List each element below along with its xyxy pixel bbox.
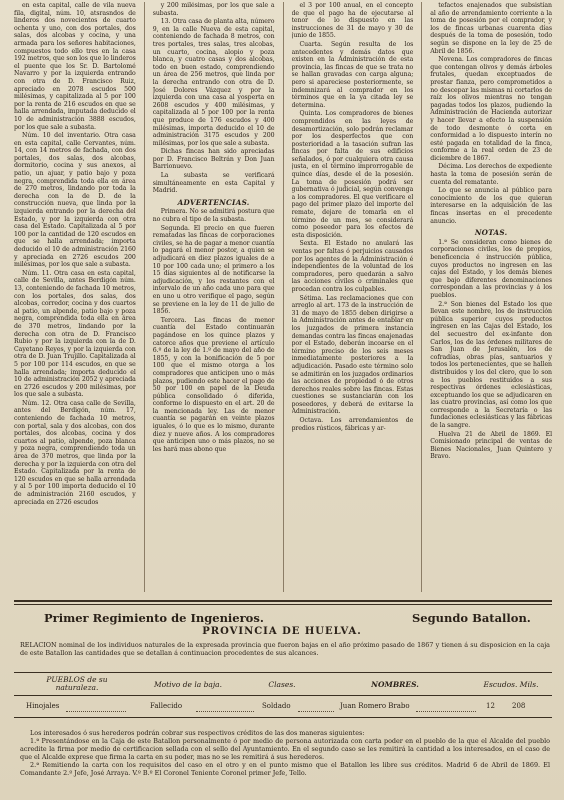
paragraph: Sexta. El Estado no anulará las ventas por faltas ó perjuicios causados por los agentes de la Administración é independientes de la voluntad de los compradores, pero quedarán a salvo las acciones civiles o criminales que procedan contra los culpables. <box>291 240 414 293</box>
paragraph: Octava. Los arrendamientos de predios rústicos, fábricas y ar- <box>291 417 414 432</box>
paragraph: Huelva 21 de Abril de 1869. El Comisionado principal de ventas de Bienes Nacionales, Juan Quintero y Bravo. <box>430 430 552 461</box>
dot-leader <box>416 706 476 714</box>
paragraph: Núm. 11. Otra casa en esta capital, calle de Sevilla, antes Berdigón núm. 13, conteniendo de fachada 10 metros, con los portales, dos salas, dos alcobas, corredor, cocina y dos cuartos al patio, un alpende, patio bajo y poza negra, comprendida toda ella en área de 370 metros, lindando por la derecha con otra de D. Francisco Rubio y por la izquierda con la de D. Cayetano Reyes, y por la izquierda con otra de D. Juan Trujillo. Capitalizada al 5 por 100 por 114 escudos, en que se halla arrendada; importa deducido el 10 de administración 2052 y apreciada en 2726 escudos y 200 milésimas, por los que sale a subasta. <box>14 269 136 399</box>
column-3 <box>292 2 414 592</box>
paragraph: Sétima. Las reclamaciones que con arreglo al art. 173 de la instrucción de 31 de mayo de 1855 deben dirigirse a la Administración antes de entablar en los juzgados de primera instancia demandas contra las fincas enajenadas por el Estado, deberán incoarse en el término preciso de los seis meses inmediatamente posteriores a la adjudicación. Pasado este término solo se admitirán en los juzgados ordinarios las acciones de propiedad ó de otros derechos reales sobre las fincas. Estas cuestiones se sustanciarán con los poseedores, y deberá de evitarse la Administración. <box>291 294 414 416</box>
dot-leader <box>196 706 254 714</box>
column-divider <box>421 2 422 592</box>
paragraph: La subasta se verificará simultáneamente en esta Capital y Madrid. <box>152 172 275 195</box>
table-header-nombres: NOMBRES. <box>371 680 419 689</box>
paragraph: Lo que se anuncia al público para conocimiento de los que quieran interesarse en la adquisición de las fincas insertas en el precedente anuncio. <box>430 187 552 225</box>
relacion-text: RELACION nominal de los individuos naturales de la expresada provincia que fueron bajas en el año próximo pasado de 1867 y tienen á su disposicion en la caja de este Batallon las cantidades que se detallan á continuacion procedentes de sus alcances. <box>20 641 550 657</box>
paragraph: Novena. Los compradores de fincas que contengan olivos y demás árboles frutales, quedan exceptuados de prestar fianza, pero comprometidos a no descepar las mismas ni cortarlos de raíz los olivos mientras no tengan pagadas todos los plazos, pudiendo la Administración de Hacienda autorizar y hacer llevar a efecto la suspensión de todo desmonte ó corta en conformidad a lo dispuesto interín no esté pagada en totalidad de la finca, conforme a la real orden de 23 de diciembre de 1867. <box>430 56 552 162</box>
paragraph: Primera. No se admitirá postura que no cubra el tipo de la subasta. <box>152 208 275 224</box>
section-divider <box>14 600 552 602</box>
paragraph: Núm. 10 del inventario. Otra casa en esta capital, calle Cervantes, núm. 14, con 14 metros de fachada, con dos portales, dos salas, dos alcobas, dormitorio, cocina y sus anexos, al patio, un ajuar, y patio bajo y poza negra, comprendida toda ella en área de 270 metros, lindando por toda la derecha con la de D. de la construcción nueva, que linda por la izquierda entrando por la derecha del Estado, y por la izquierda con otra casa del Estado. Capitalizada al 5 por 100 por la cantidad de 120 escudos en que se halla arrendada; importa deducido el 10 de administración 2160 y apreciada en 2726 escudos 200 milésimas, por los que sale a subasta. <box>14 132 136 269</box>
paragraph: tefactos enajenados que subsistían al año de arrendamiento corriente a la toma de posesión por el comprador, y los de fincas urbanas cuarenta días después de la toma de posesión, todo según se dispone en la ley de 25 de Abril de 1856. <box>430 2 552 55</box>
table-cell-mils: 208 <box>512 702 526 710</box>
text-columns <box>14 2 552 592</box>
footer-paragraph: Los interesados ó sus herederos podrán cobrar sus respectivos créditos de las dos maneras siguientes: <box>30 729 365 737</box>
table-cell-escudos: 12 <box>486 702 495 710</box>
paragraph: y 200 milésimas, por los que sale a subasta. <box>152 2 275 17</box>
table-cell-nombre: Juan Romero Brabo <box>340 702 410 710</box>
footer-paragraph: 1.ª Presentándose en la Caja de este Batallon personalmente ó por medio de persona autorizada con carta poder en el pueblo de la que el Alcalde del pueblo acredite la firma por medio de certificacion sellada con el sello del Ayuntamiento. En el segundo caso se les remitirá la cantidad a los interesados, en el caso de que el Alcalde exprese que firma la carta en su poder, mas no se les remitirá á sus herederos. <box>20 737 550 761</box>
paragraph: Segunda. El precio en que fueren rematadas las fincas de corporaciones civiles, se ha de pagar a menor cuantía lo pagará el menor postor, a quien se adjudicará en diez plazos iguales de a 10 por 100 cada uno; el primero a los 15 días siguientes al de notificarse la adjudicación, y los restantes con el intervalo de un año cada uno para que en uno u otro verifique el pago, según se previene en la ley de 11 de julio de 1856. <box>152 224 275 316</box>
column-divider <box>144 2 145 592</box>
column-divider <box>283 2 284 592</box>
table-cell-pueblo: Hinojales <box>26 702 60 710</box>
paragraph: 1.ª Se consideran como bienes de corporaciones civiles, los de propios, beneficencia é instrucción pública, cuyos productos no ingresen en las cajas del Estado, y los demás bienes que bajo diferentes denominaciones correspondan a las provincias y á los pueblos. <box>430 238 552 299</box>
table-header-escudos: Escudos. Mils. <box>483 680 539 689</box>
section-title-right: Segundo Batallon. <box>412 611 531 625</box>
table-cell-motivo: Fallecido <box>150 702 183 710</box>
paragraph: Tercera. Las fincas de menor cuantía del Estado continuarán pagándose en los quince plazos y catorce años que previene el artículo 6.º de la ley de 1.º de mayo del año de 1855, y con la bonificación de 5 por 100 que el mismo otorga a los compradores que anticipen uno o más plazos, pudiendo este hacer el pago de 50 por 100 en papel de la Deuda pública consolidado ó diferida, conforme lo dispuesto en el art. 20 de la mencionada ley. Las de menor cuantía se pagarán en veinte plazos iguales, ó lo que es lo mismo, durante diez y nueve años. A los compradores que anticipen uno o más plazos, no se les hará mas abono que <box>152 316 275 453</box>
dot-leader <box>298 706 334 714</box>
column-4 <box>430 2 552 592</box>
paragraph: Décima. Los derechos de expediente hasta la toma de posesión serán de cuenta del rematante. <box>430 163 552 186</box>
paragraph: Cuarta. Según resulta de los antecedentes y demás datos que existen en la Administración de esta provincia, las fincas de que se trata no se hallan gravadas con carga alguna; pero si apareciese posteriormente, se indemnizará al comprador en los términos que en la ya citada ley se determina. <box>291 40 414 109</box>
table-header-motivo: Motivo de la baja. <box>153 680 223 689</box>
section-title-left: Primer Regimiento de Ingenieros. <box>44 611 264 625</box>
paragraph: en esta capital, calle de vila nueva fila, digital, núm. 10, atsrasndos de linderos dos novecientos de cuarto ochenta y uno, con dos portales, dos salas, dos alcobas y cocina, y una armada para los señores habitaciones, compuestos todo ello tres en la casa 192 metros, que son los que lo linderos el puente que los Sr. D. Bartolomé Navarro y por la izquierda entrando con otra de D. Francisco Ruiz, apreciado en 2078 escudos 500 milésimas, y capitalizada al 5 por 100 por la renta de 216 escudos en que se halla arrendada, imputada deducido el 10 de administración 3888 escudos, por los que sale a subasta. <box>14 2 136 131</box>
advertencias-heading: ADVERTENCIAS. <box>177 197 250 207</box>
paragraph: Dichas fincas han sido apreciadas por D. Francisco Beltrán y Don Juan Barrionuevo. <box>152 148 275 171</box>
table-top-rule <box>14 672 552 673</box>
footer-paragraph: 2.ª Remitiendo la carta con los requisitos del caso en el otro y en el punto mismo que el Batallon les libre sus créditos. Madrid 6 de Abril de 1869. El Comandante 2.º Jefe, José Arraya. V.º B.º El Coronel Teniente Coronel primer Jefe, Tello. <box>20 761 550 777</box>
table-bottom-rule <box>14 717 552 718</box>
dot-leader <box>66 706 126 714</box>
section-divider <box>14 604 552 605</box>
paragraph: el 3 por 100 anual, en el concepto de que el pago ha de ejecutarse al tenor de lo dispuesto en las instrucciones de 31 de mayo y 30 de junio de 1855. <box>291 2 414 40</box>
footer-text <box>20 729 550 777</box>
column-2 <box>153 2 275 592</box>
table-header-pueblos: PUEBLOS de su naturaleza. <box>46 675 108 692</box>
notas-heading: NOTAS. <box>474 228 508 238</box>
table-header-rule <box>14 695 552 696</box>
table-header-clases: Clases. <box>268 680 296 689</box>
paragraph: Quinta. Los compradores de bienes comprendidos en las leyes de desamortización, solo podrán reclamar por los desperfectos que con posterioridad a la tasación sufran las fincas por falta de sus edificios señalados, ó por cualquiera otra causa justa, en el término improrrogable de quince días, desde el de la posesión. La toma de posesión podrá ser gubernativa ó judicial, según convenga a los compradores. El que verificare el pago del primer plazo del importe del remate, dejare de tomarla en el término de un mes, se considerará como poseedor para los efectos de esta disposición. <box>291 110 414 239</box>
column-1 <box>14 2 136 592</box>
paragraph: 13. Otra casa de planta alta, número 9, en la calle Nueva de esta capital, conteniendo de fachada 8 metros, con tres portales, tres salas, tres alcobas, un cuarto, cocina, alopio y poza blanca, y cuatro casas y dos alcobas, todo en buen estado, comprendiendo un área de 256 metros, que linda por la derecha entrando con otra de D. José Dolores Vázquez y por la izquierda con una casa al yosperta en 2608 escudos y 400 milésimas, y capitalizada al 5 por 100 por la renta que produce de 176 escudos y 400 milésimas, importa deducido el 10 de administración 3175 escudos y 200 milésimas, por los que sale a subasta. <box>152 18 275 147</box>
paragraph: Núm. 12. Otra casa calle de Sevilla, antes del Berdigón, núm. 17, conteniendo de fachada 10 metros, con portal, sala y dos alcobas, con dos portales, dos alcobas, cocina y dos cuartos al patio, alpende, poza blanca y poza negra, comprendiendo toda un área de 370 metros, que linda por la derecha y por la izquierda con otra del Estado. Capitalizada por la renta de 120 escudos en que se halla arrendada y al 5 por 100 importa deducido el 10 de administración 2160 escudos, y apreciada en 2726 escudos <box>14 399 136 506</box>
section-subtitle: PROVINCIA DE HUELVA. <box>202 626 362 637</box>
paragraph: 2.ª Son bienes del Estado los que llevan este nombre, los de instrucción pública superior cuyos productos ingresen en las Cajas del Estado, los del secuestro del ex-infante don Carlos, los de las órdenes militares de San Juan de Jerusalén, los de cofradías, obras pías, santuarios y todos los pertenecientes, que se hallen distribuidos y los del clero, que lo son a los pueblos restituidos a sus respectivas órdenes eclesiásticas, exceptuando los que se adjudicaren en las cuatro provincias, así como los que corresponde a la Secretaría o las fundaciones eclesiásticas y las fábricas de la sangre. <box>430 300 552 430</box>
table-cell-clase: Soldado <box>262 702 291 710</box>
